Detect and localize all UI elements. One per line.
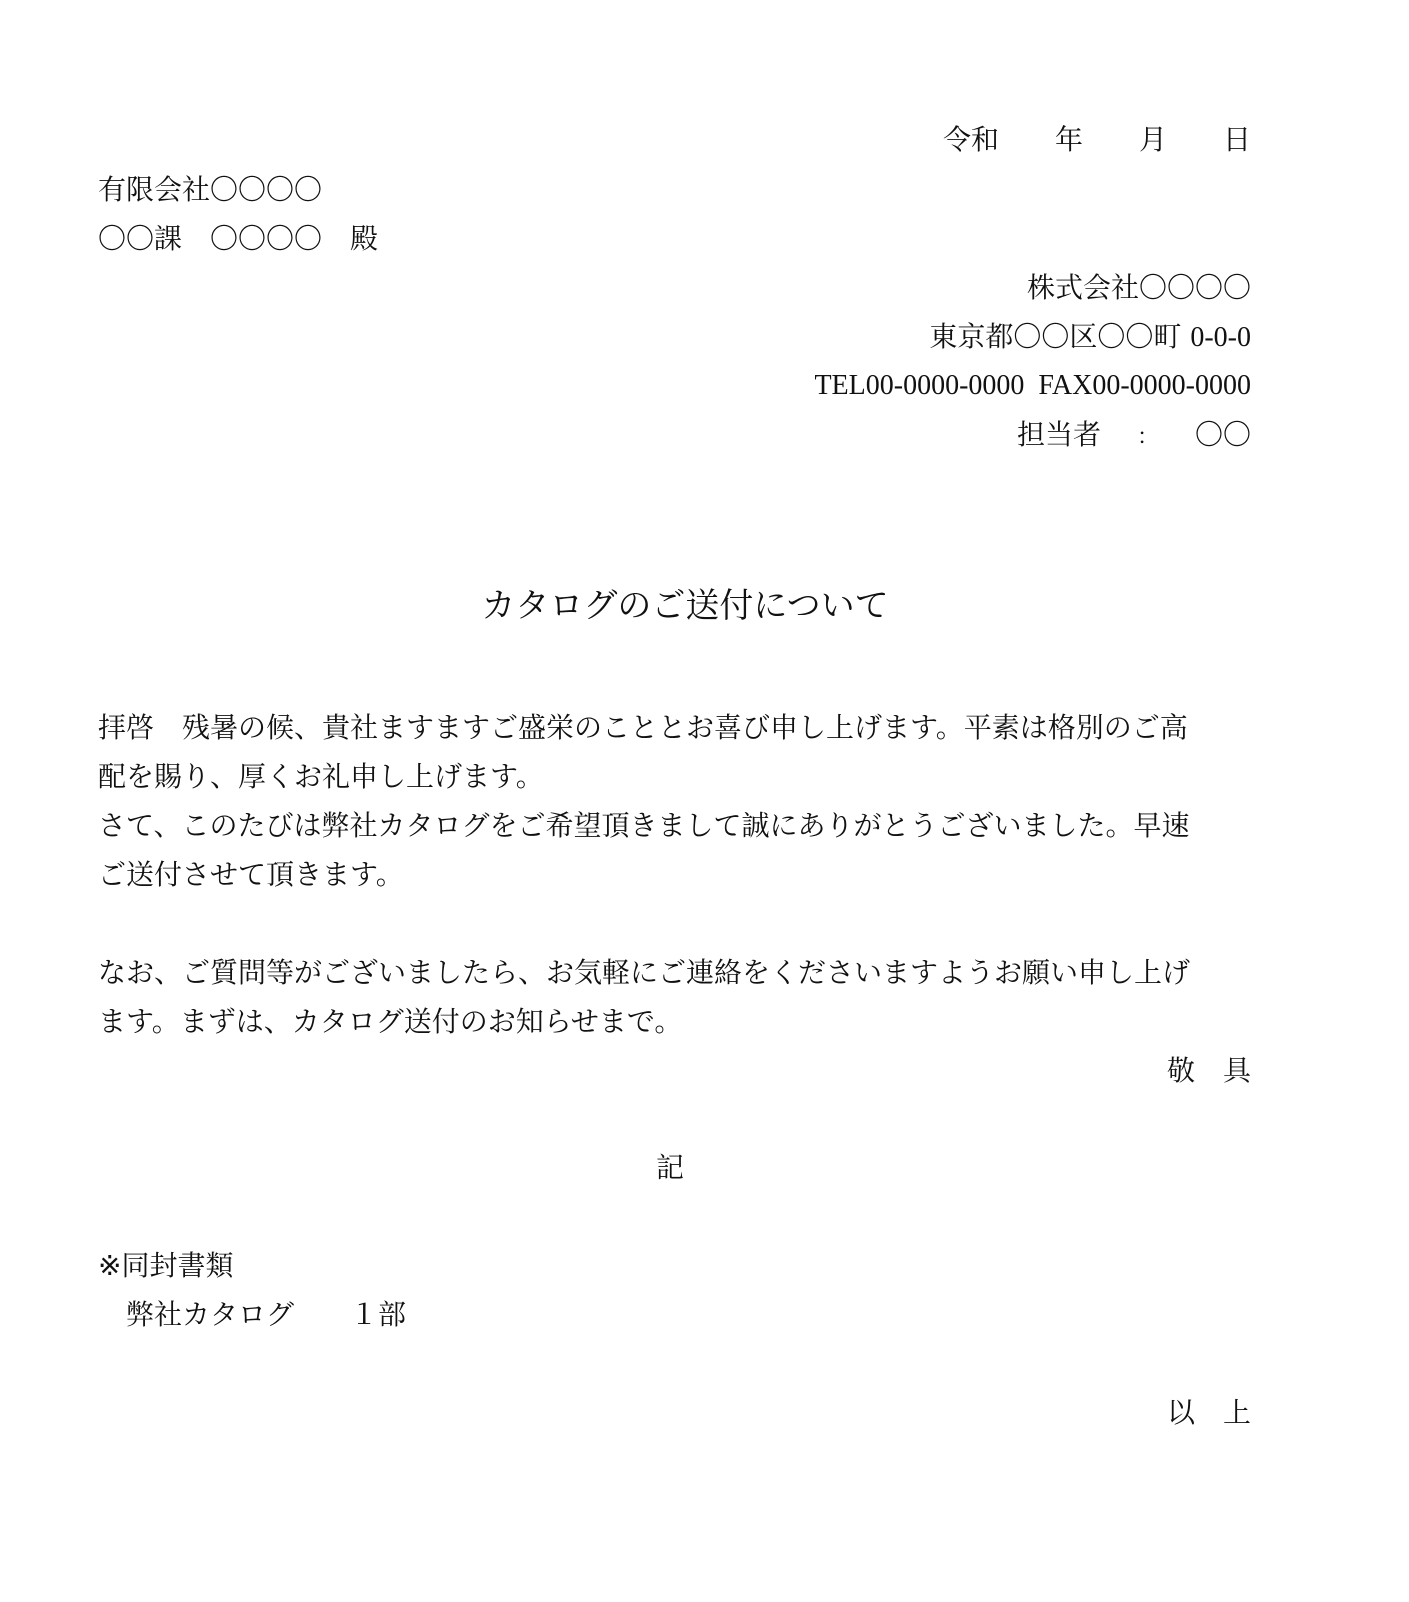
recipient-person: 〇〇課 〇〇〇〇 殿 (98, 222, 379, 255)
body-para1-line1: 拝啓 残暑の候、貴社ますますご盛栄のこととお喜び申し上げます。平素は格別のご高 (98, 711, 1188, 744)
body-para3-line1: なお、ご質問等がございましたら、お気軽にご連絡をくださいますようお願い申し上げ (98, 956, 1191, 989)
recipient-company: 有限会社〇〇〇〇 (98, 173, 323, 206)
sender-address-text: 東京都〇〇区〇〇町 (929, 320, 1182, 353)
body-para2-line1: さて、このたびは弊社カタログをご希望頂きまして誠にありがとうございました。早速 (98, 809, 1190, 842)
closing-keigu: 敬 具 (1166, 1054, 1251, 1087)
end-ijou: 以 上 (1166, 1396, 1251, 1429)
body-para1-line2: 配を賜り、厚くお礼申し上げます。 (98, 760, 544, 793)
letter-date: 令和 年 月 日 (942, 123, 1251, 156)
sender-contact (1017, 415, 1251, 458)
sender-phone-fax: TEL00-0000-0000 FAX00-0000-0000 (814, 370, 1251, 401)
sender-address (929, 317, 1251, 358)
ki-heading: 記 (655, 1151, 684, 1184)
contact-name: 〇〇 (1194, 418, 1251, 451)
sender-company: 株式会社〇〇〇〇 (1026, 271, 1251, 304)
sender-address-number: 0-0-0 (1190, 322, 1251, 353)
enclosure-heading: ※同封書類 (98, 1249, 234, 1282)
body-para2-line2: ご送付させて頂きます。 (98, 858, 404, 891)
contact-separator: ： (1136, 425, 1159, 450)
enclosure-item: 弊社カタログ １部 (98, 1298, 407, 1331)
contact-label: 担当者 (1016, 418, 1101, 451)
subject-title: カタログのご送付について (481, 586, 889, 626)
body-para3-line2: ます。まずは、カタログ送付のお知らせまで。 (98, 1005, 683, 1038)
